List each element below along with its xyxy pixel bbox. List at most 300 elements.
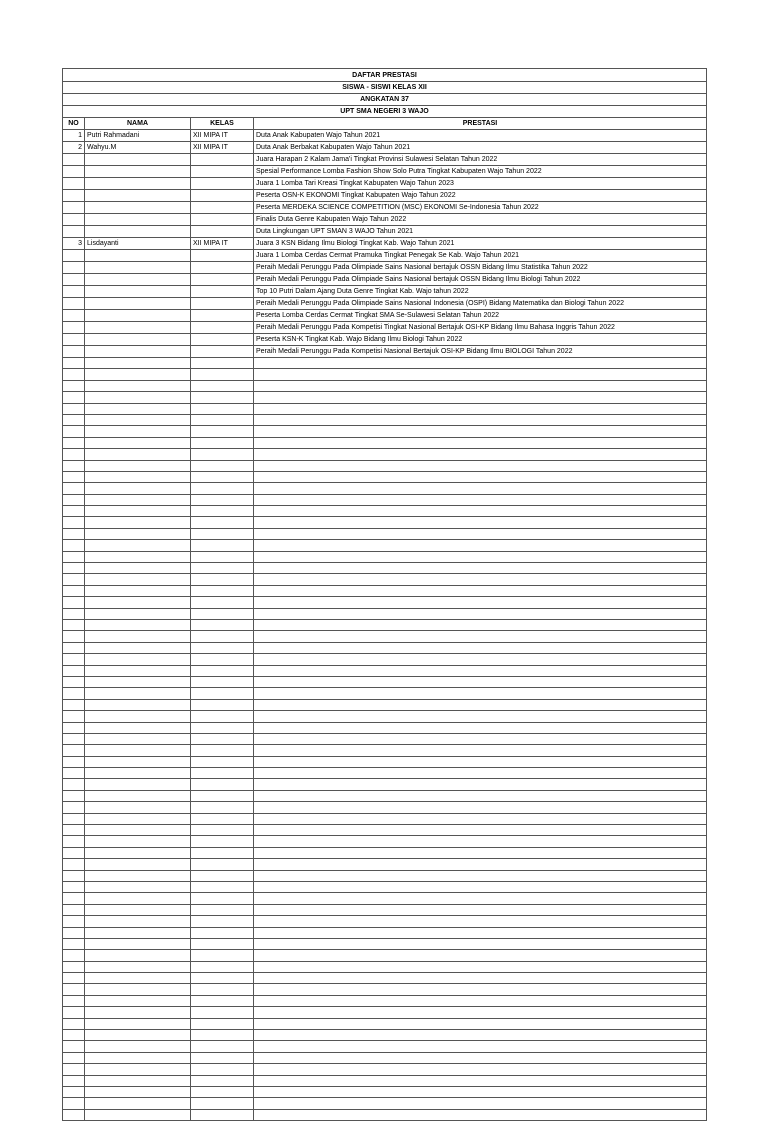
- empty-cell: [85, 859, 191, 870]
- empty-cell: [254, 528, 707, 539]
- cell-kelas: [191, 274, 254, 286]
- empty-cell: [254, 927, 707, 938]
- empty-row: [63, 870, 707, 881]
- empty-cell: [63, 859, 85, 870]
- empty-row: [63, 768, 707, 779]
- empty-cell: [63, 836, 85, 847]
- cell-nama: [85, 250, 191, 262]
- empty-cell: [85, 517, 191, 528]
- empty-cell: [254, 722, 707, 733]
- empty-row: [63, 745, 707, 756]
- empty-cell: [85, 471, 191, 482]
- cell-kelas: [191, 154, 254, 166]
- cell-kelas: [191, 178, 254, 190]
- empty-cell: [85, 779, 191, 790]
- empty-row: [63, 893, 707, 904]
- empty-cell: [254, 380, 707, 391]
- cell-no: [63, 202, 85, 214]
- empty-cell: [63, 688, 85, 699]
- empty-cell: [191, 358, 254, 369]
- empty-cell: [63, 608, 85, 619]
- cell-no: 1: [63, 130, 85, 142]
- doc-cohort: ANGKATAN 37: [63, 94, 707, 106]
- cell-kelas: [191, 166, 254, 178]
- empty-cell: [85, 847, 191, 858]
- empty-cell: [85, 733, 191, 744]
- cell-nama: [85, 190, 191, 202]
- empty-cell: [254, 574, 707, 585]
- cell-no: [63, 298, 85, 310]
- empty-cell: [191, 574, 254, 585]
- empty-cell: [254, 916, 707, 927]
- empty-cell: [63, 768, 85, 779]
- empty-cell: [63, 950, 85, 961]
- empty-cell: [254, 699, 707, 710]
- empty-row: [63, 904, 707, 915]
- empty-cell: [191, 1109, 254, 1120]
- empty-row: [63, 881, 707, 892]
- empty-cell: [254, 631, 707, 642]
- empty-cell: [85, 893, 191, 904]
- cell-nama: [85, 298, 191, 310]
- empty-cell: [63, 426, 85, 437]
- cell-prestasi: Juara Harapan 2 Kalam Jama'i Tingkat Provinsi Sulawesi Selatan Tahun 2022: [254, 154, 707, 166]
- empty-cell: [63, 1064, 85, 1075]
- empty-cell: [191, 631, 254, 642]
- empty-row: [63, 574, 707, 585]
- empty-cell: [191, 1075, 254, 1086]
- empty-row: [63, 619, 707, 630]
- cell-kelas: [191, 322, 254, 334]
- empty-cell: [191, 802, 254, 813]
- header-nama: NAMA: [85, 118, 191, 130]
- empty-row: [63, 642, 707, 653]
- empty-row: [63, 973, 707, 984]
- empty-row: [63, 995, 707, 1006]
- empty-cell: [191, 528, 254, 539]
- empty-cell: [254, 494, 707, 505]
- empty-cell: [85, 563, 191, 574]
- empty-cell: [85, 631, 191, 642]
- empty-row: [63, 859, 707, 870]
- empty-row: [63, 790, 707, 801]
- empty-cell: [63, 904, 85, 915]
- empty-cell: [63, 881, 85, 892]
- empty-cell: [63, 779, 85, 790]
- cell-kelas: XII MIPA IT: [191, 238, 254, 250]
- empty-cell: [191, 392, 254, 403]
- empty-cell: [191, 608, 254, 619]
- empty-row: [63, 1087, 707, 1098]
- table-row: [63, 202, 707, 214]
- empty-cell: [254, 471, 707, 482]
- empty-cell: [254, 608, 707, 619]
- cell-nama: [85, 322, 191, 334]
- empty-cell: [191, 813, 254, 824]
- empty-row: [63, 1075, 707, 1086]
- empty-row: [63, 506, 707, 517]
- empty-cell: [254, 938, 707, 949]
- empty-cell: [254, 1052, 707, 1063]
- empty-cell: [63, 574, 85, 585]
- empty-cell: [85, 574, 191, 585]
- empty-cell: [254, 597, 707, 608]
- empty-cell: [85, 1087, 191, 1098]
- empty-cell: [191, 995, 254, 1006]
- empty-cell: [254, 950, 707, 961]
- empty-row: [63, 961, 707, 972]
- cell-prestasi: Finalis Duta Genre Kabupaten Wajo Tahun 2022: [254, 214, 707, 226]
- empty-cell: [191, 483, 254, 494]
- empty-cell: [254, 711, 707, 722]
- empty-cell: [63, 825, 85, 836]
- empty-cell: [85, 938, 191, 949]
- cell-prestasi: Peserta MERDEKA SCIENCE COMPETITION (MSC) EKONOMI Se-Indonesia Tahun 2022: [254, 202, 707, 214]
- empty-cell: [85, 904, 191, 915]
- empty-cell: [254, 654, 707, 665]
- empty-cell: [191, 847, 254, 858]
- empty-row: [63, 437, 707, 448]
- empty-cell: [85, 551, 191, 562]
- empty-cell: [254, 768, 707, 779]
- empty-cell: [254, 642, 707, 653]
- empty-cell: [63, 676, 85, 687]
- cell-no: [63, 334, 85, 346]
- empty-cell: [85, 870, 191, 881]
- empty-row: [63, 802, 707, 813]
- empty-cell: [63, 483, 85, 494]
- empty-cell: [191, 881, 254, 892]
- empty-cell: [191, 1064, 254, 1075]
- empty-row: [63, 631, 707, 642]
- empty-cell: [254, 506, 707, 517]
- cell-prestasi: Peraih Medali Perunggu Pada Olimpiade Sains Nasional Indonesia (OSPI) Bidang Matematika dan Biologi Tahun 2022: [254, 298, 707, 310]
- empty-cell: [85, 676, 191, 687]
- table-row: [63, 322, 707, 334]
- cell-nama: [85, 178, 191, 190]
- empty-cell: [85, 437, 191, 448]
- empty-row: [63, 483, 707, 494]
- empty-cell: [63, 813, 85, 824]
- empty-cell: [191, 1098, 254, 1109]
- empty-cell: [85, 608, 191, 619]
- empty-cell: [254, 585, 707, 596]
- title-row: [63, 69, 707, 82]
- cell-kelas: [191, 262, 254, 274]
- cell-kelas: [191, 310, 254, 322]
- cell-kelas: [191, 250, 254, 262]
- empty-cell: [63, 517, 85, 528]
- empty-cell: [254, 688, 707, 699]
- cell-prestasi: Juara 3 KSN Bidang Ilmu Biologi Tingkat Kab. Wajo Tahun 2021: [254, 238, 707, 250]
- empty-cell: [63, 437, 85, 448]
- empty-cell: [85, 1098, 191, 1109]
- empty-cell: [254, 1075, 707, 1086]
- empty-cell: [254, 414, 707, 425]
- empty-row: [63, 984, 707, 995]
- empty-cell: [191, 699, 254, 710]
- table-row: [63, 190, 707, 202]
- empty-row: [63, 676, 707, 687]
- empty-cell: [191, 403, 254, 414]
- cell-nama: [85, 202, 191, 214]
- table-row: [63, 262, 707, 274]
- cell-no: [63, 214, 85, 226]
- cell-nama: [85, 310, 191, 322]
- empty-cell: [63, 540, 85, 551]
- cell-prestasi: Duta Lingkungan UPT SMAN 3 WAJO Tahun 2021: [254, 226, 707, 238]
- cell-nama: Lisdayanti: [85, 238, 191, 250]
- empty-cell: [254, 779, 707, 790]
- empty-row: [63, 1098, 707, 1109]
- empty-cell: [63, 916, 85, 927]
- cell-nama: [85, 334, 191, 346]
- empty-cell: [63, 585, 85, 596]
- empty-cell: [63, 380, 85, 391]
- cell-kelas: [191, 298, 254, 310]
- cell-nama: [85, 226, 191, 238]
- empty-cell: [63, 597, 85, 608]
- empty-row: [63, 449, 707, 460]
- empty-cell: [85, 483, 191, 494]
- cell-nama: [85, 214, 191, 226]
- empty-cell: [85, 494, 191, 505]
- empty-cell: [63, 414, 85, 425]
- empty-cell: [85, 1109, 191, 1120]
- title-row: [63, 94, 707, 106]
- empty-row: [63, 847, 707, 858]
- empty-cell: [254, 733, 707, 744]
- empty-cell: [254, 483, 707, 494]
- empty-cell: [85, 585, 191, 596]
- empty-cell: [63, 699, 85, 710]
- doc-school: UPT SMA NEGERI 3 WAJO: [63, 106, 707, 118]
- empty-cell: [85, 950, 191, 961]
- empty-cell: [254, 802, 707, 813]
- empty-cell: [63, 790, 85, 801]
- empty-cell: [191, 973, 254, 984]
- empty-cell: [85, 722, 191, 733]
- empty-cell: [191, 460, 254, 471]
- cell-no: [63, 346, 85, 358]
- empty-cell: [63, 528, 85, 539]
- empty-cell: [191, 745, 254, 756]
- empty-cell: [254, 881, 707, 892]
- empty-cell: [191, 654, 254, 665]
- cell-prestasi: Peraih Medali Perunggu Pada Kompetisi Nasional Bertajuk OSI-KP Bidang Ilmu BIOLOGI Tahun 2022: [254, 346, 707, 358]
- empty-cell: [191, 984, 254, 995]
- cell-kelas: [191, 214, 254, 226]
- empty-row: [63, 813, 707, 824]
- empty-row: [63, 1030, 707, 1041]
- empty-cell: [63, 847, 85, 858]
- empty-cell: [63, 893, 85, 904]
- cell-nama: [85, 274, 191, 286]
- empty-cell: [191, 540, 254, 551]
- empty-row: [63, 551, 707, 562]
- empty-cell: [63, 392, 85, 403]
- empty-cell: [63, 460, 85, 471]
- empty-cell: [191, 927, 254, 938]
- empty-cell: [191, 471, 254, 482]
- empty-cell: [85, 711, 191, 722]
- empty-cell: [85, 688, 191, 699]
- cell-kelas: [191, 202, 254, 214]
- empty-cell: [191, 779, 254, 790]
- empty-cell: [254, 1007, 707, 1018]
- empty-cell: [85, 1030, 191, 1041]
- empty-cell: [63, 995, 85, 1006]
- empty-cell: [85, 654, 191, 665]
- cell-no: [63, 226, 85, 238]
- empty-cell: [191, 961, 254, 972]
- cell-nama: [85, 154, 191, 166]
- empty-cell: [85, 881, 191, 892]
- empty-row: [63, 825, 707, 836]
- empty-cell: [254, 756, 707, 767]
- empty-row: [63, 563, 707, 574]
- cell-nama: [85, 286, 191, 298]
- empty-cell: [63, 403, 85, 414]
- empty-cell: [191, 437, 254, 448]
- empty-cell: [191, 950, 254, 961]
- empty-cell: [254, 1064, 707, 1075]
- empty-row: [63, 369, 707, 380]
- empty-row: [63, 654, 707, 665]
- empty-cell: [254, 676, 707, 687]
- table-row: [63, 310, 707, 322]
- empty-cell: [63, 1041, 85, 1052]
- empty-cell: [191, 859, 254, 870]
- cell-prestasi: Peserta Lomba Cerdas Cermat Tingkat SMA Se-Sulawesi Selatan Tahun 2022: [254, 310, 707, 322]
- empty-cell: [254, 619, 707, 630]
- empty-cell: [85, 380, 191, 391]
- empty-cell: [191, 642, 254, 653]
- empty-cell: [191, 449, 254, 460]
- empty-cell: [254, 813, 707, 824]
- empty-cell: [254, 984, 707, 995]
- empty-cell: [85, 745, 191, 756]
- empty-cell: [63, 642, 85, 653]
- empty-cell: [254, 563, 707, 574]
- cell-prestasi: Duta Anak Berbakat Kabupaten Wajo Tahun 2021: [254, 142, 707, 154]
- empty-cell: [85, 813, 191, 824]
- empty-cell: [254, 1087, 707, 1098]
- empty-cell: [85, 460, 191, 471]
- empty-cell: [85, 358, 191, 369]
- empty-cell: [85, 619, 191, 630]
- cell-kelas: [191, 190, 254, 202]
- header-row: [63, 118, 707, 130]
- empty-cell: [191, 665, 254, 676]
- empty-cell: [191, 1041, 254, 1052]
- empty-cell: [85, 665, 191, 676]
- table-row: [63, 142, 707, 154]
- empty-cell: [254, 825, 707, 836]
- empty-row: [63, 927, 707, 938]
- empty-cell: [191, 722, 254, 733]
- empty-cell: [254, 904, 707, 915]
- empty-cell: [85, 699, 191, 710]
- empty-cell: [85, 414, 191, 425]
- empty-row: [63, 597, 707, 608]
- empty-cell: [254, 369, 707, 380]
- empty-row: [63, 1041, 707, 1052]
- empty-cell: [191, 619, 254, 630]
- empty-row: [63, 403, 707, 414]
- empty-cell: [254, 517, 707, 528]
- empty-cell: [85, 756, 191, 767]
- table-row: [63, 178, 707, 190]
- empty-cell: [63, 745, 85, 756]
- empty-row: [63, 517, 707, 528]
- empty-cell: [191, 790, 254, 801]
- empty-cell: [191, 517, 254, 528]
- cell-kelas: XII MIPA IT: [191, 142, 254, 154]
- cell-no: [63, 322, 85, 334]
- empty-cell: [63, 1109, 85, 1120]
- table-row: [63, 274, 707, 286]
- empty-cell: [85, 426, 191, 437]
- empty-cell: [63, 733, 85, 744]
- table-row: [63, 226, 707, 238]
- table-row: [63, 214, 707, 226]
- empty-cell: [63, 870, 85, 881]
- empty-row: [63, 779, 707, 790]
- empty-cell: [85, 1064, 191, 1075]
- empty-cell: [63, 654, 85, 665]
- empty-cell: [191, 426, 254, 437]
- achievement-table: [62, 68, 707, 1121]
- empty-cell: [191, 1007, 254, 1018]
- table-row: [63, 298, 707, 310]
- empty-cell: [254, 392, 707, 403]
- empty-cell: [85, 916, 191, 927]
- cell-nama: Wahyu.M: [85, 142, 191, 154]
- cell-prestasi: Juara 1 Lomba Cerdas Cermat Pramuka Tingkat Penegak Se Kab. Wajo Tahun 2021: [254, 250, 707, 262]
- empty-cell: [254, 1030, 707, 1041]
- doc-subtitle: SISWA - SISWI KELAS XII: [63, 82, 707, 94]
- empty-cell: [63, 973, 85, 984]
- empty-row: [63, 392, 707, 403]
- cell-no: [63, 262, 85, 274]
- empty-cell: [191, 676, 254, 687]
- empty-cell: [63, 619, 85, 630]
- cell-no: [63, 166, 85, 178]
- table-row: [63, 250, 707, 262]
- empty-cell: [85, 597, 191, 608]
- empty-cell: [63, 984, 85, 995]
- cell-nama: [85, 262, 191, 274]
- empty-cell: [254, 437, 707, 448]
- empty-row: [63, 528, 707, 539]
- empty-cell: [254, 1098, 707, 1109]
- cell-no: [63, 178, 85, 190]
- empty-cell: [254, 403, 707, 414]
- empty-cell: [63, 1030, 85, 1041]
- empty-row: [63, 608, 707, 619]
- cell-kelas: XII MIPA IT: [191, 130, 254, 142]
- header-prestasi: PRESTASI: [254, 118, 707, 130]
- cell-no: [63, 154, 85, 166]
- empty-cell: [85, 973, 191, 984]
- empty-cell: [254, 893, 707, 904]
- empty-cell: [85, 540, 191, 551]
- cell-no: [63, 190, 85, 202]
- cell-prestasi: Top 10 Putri Dalam Ajang Duta Genre Tingkat Kab. Wajo tahun 2022: [254, 286, 707, 298]
- cell-no: 3: [63, 238, 85, 250]
- empty-cell: [85, 1007, 191, 1018]
